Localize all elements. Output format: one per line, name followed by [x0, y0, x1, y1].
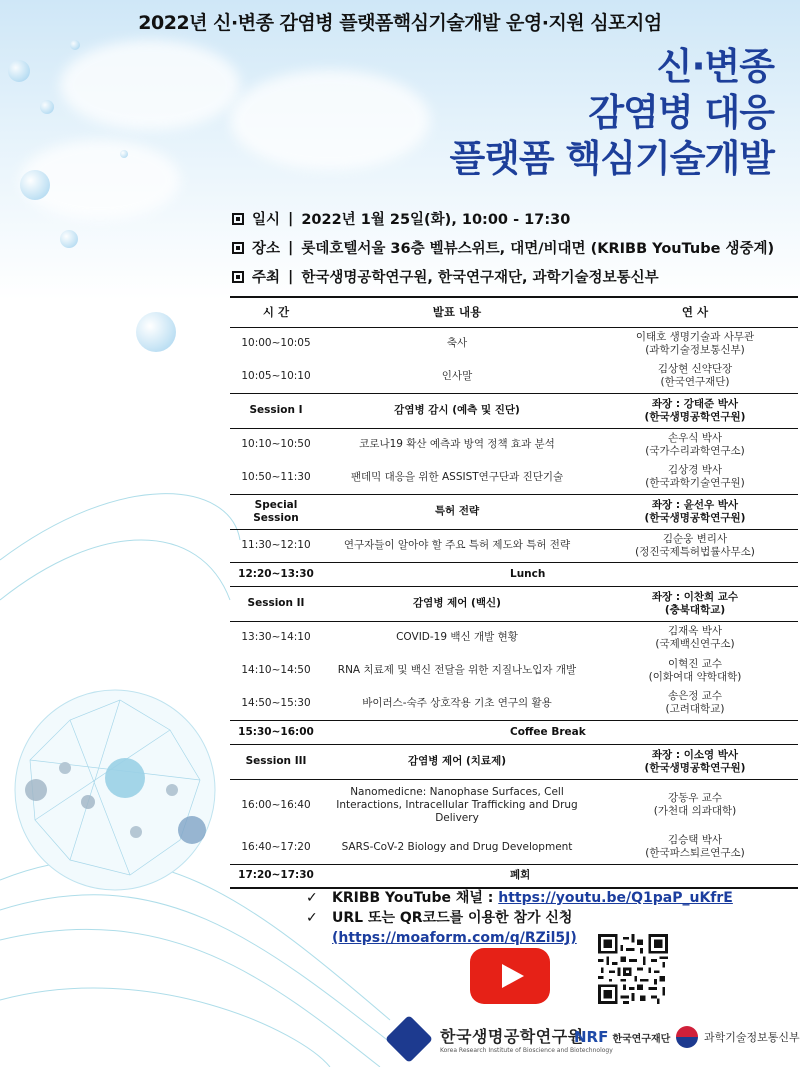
info-separator: |	[288, 268, 294, 285]
table-row	[230, 461, 798, 494]
speaker-affiliation: (한국생명공학연구원)	[644, 511, 746, 524]
speaker-cell	[592, 393, 798, 428]
header-speaker: 연 사	[592, 297, 798, 327]
talk-topic: RNA 치료제 및 백신 전달을 위한 지질나노입자 개발	[337, 664, 577, 676]
table-row	[230, 687, 798, 720]
table-header-row	[230, 297, 798, 327]
square-bullet-icon	[232, 271, 244, 283]
chair-name: 좌장 : 강태준 박사	[651, 397, 739, 410]
speaker-affiliation: (국가수리과학연구소)	[645, 444, 745, 457]
nrf-logo	[574, 1028, 670, 1046]
speaker-cell	[592, 586, 798, 621]
register-link[interactable]: (https://moaform.com/q/RZil5J)	[332, 930, 577, 946]
talk-time: 14:50~15:30	[241, 696, 311, 709]
kribb-name: 한국생명공학연구원	[440, 1027, 584, 1046]
chair-name: 좌장 : 이찬희 교수	[651, 590, 739, 603]
speaker-affiliation: (한국생명공학연구원)	[644, 410, 746, 423]
speaker-cell	[592, 621, 798, 654]
register-label: URL 또는 QR코드를 이용한 참가 신청	[332, 910, 573, 926]
title-line: 플랫폼 핵심기술개발	[449, 137, 774, 180]
square-bullet-icon	[232, 213, 244, 225]
session-name: Session II	[230, 586, 322, 621]
session-row	[230, 393, 798, 428]
info-date	[232, 204, 792, 233]
talk-time: 13:30~14:10	[241, 631, 311, 644]
talk-topic: 코로나19 확산 예측과 방역 정책 효과 분석	[359, 438, 555, 451]
speaker-affiliation: (한국과학기술연구원)	[645, 477, 745, 490]
speaker-affiliation: (한국파스퇴르연구소)	[645, 847, 745, 860]
speaker-affiliation: (과학기술정보통신부)	[645, 343, 745, 356]
talk-topic: 팬데믹 대응을 위한 ASSIST연구단과 진단기술	[350, 470, 564, 483]
title-line: 감염병 대응	[588, 91, 774, 134]
table-row	[230, 831, 798, 864]
kribb-subtitle: Korea Research Institute of Bioscience and Biotechnology	[440, 1047, 613, 1054]
talk-topic: COVID-19 백신 개발 현황	[396, 631, 518, 644]
speaker-cell	[592, 428, 798, 461]
header-time: 시 간	[230, 297, 322, 327]
break-row	[230, 562, 798, 586]
speaker-name: 손우식 박사	[667, 431, 723, 444]
speaker-cell	[592, 529, 798, 562]
table-row	[230, 529, 798, 562]
talk-topic: SARS-CoV-2 Biology and Drug Development	[341, 840, 573, 853]
speaker-affiliation: (정진국제특허법률사무소)	[635, 545, 755, 558]
taegeuk-emblem-icon	[676, 1026, 698, 1048]
qr-code-icon[interactable]	[598, 934, 668, 1004]
speaker-cell	[592, 779, 798, 831]
msit-name: 과학기술정보통신부	[704, 1031, 800, 1044]
speaker-name: 김승택 박사	[667, 834, 723, 847]
speaker-affiliation: (고려대학교)	[665, 703, 725, 716]
talk-time: 10:05~10:10	[241, 369, 311, 382]
speaker-cell	[592, 831, 798, 864]
talk-time: 10:50~11:30	[241, 470, 311, 483]
speaker-affiliation: (가천대 의과대학)	[653, 805, 737, 818]
speaker-cell	[592, 360, 798, 393]
check-icon: ✓	[306, 890, 318, 906]
talk-topic: 연구자들이 알아야 할 주요 특허 제도와 특허 전략	[343, 539, 571, 551]
info-value: 한국생명공학연구원, 한국연구재단, 과학기술정보통신부	[301, 270, 659, 286]
speaker-name: 김상현 신약단장	[657, 363, 733, 376]
schedule-body	[230, 327, 798, 888]
check-icon: ✓	[306, 910, 318, 926]
speaker-affiliation: (이화여대 약학대학)	[648, 670, 742, 683]
info-host	[232, 262, 792, 291]
table-row	[230, 360, 798, 393]
speaker-name: 이태호 생명기술과 사무관	[635, 330, 755, 343]
info-value: 2022년 1월 25일(화), 10:00 - 17:30	[301, 212, 571, 228]
talk-topic: 축사	[446, 337, 468, 350]
notes	[306, 888, 786, 948]
info-separator: |	[288, 239, 294, 256]
info-label: 장소	[252, 241, 281, 257]
speaker-name: 강동우 교수	[667, 792, 723, 805]
break-time: 17:20~17:30	[230, 864, 322, 888]
session-name: Special Session	[230, 494, 322, 529]
break-time: 12:20~13:30	[230, 562, 322, 586]
sponsor-logos	[388, 1016, 798, 1062]
msit-logo	[676, 1026, 800, 1048]
break-row	[230, 720, 798, 744]
title-line: 신·변종	[656, 45, 774, 88]
talk-time: 10:10~10:50	[241, 438, 311, 451]
speaker-name: 김순웅 변리사	[662, 532, 728, 545]
kribb-emblem-icon	[385, 1015, 433, 1063]
talk-time: 10:00~10:05	[241, 337, 311, 350]
info-label: 일시	[252, 212, 281, 228]
break-label: Coffee Break	[322, 720, 798, 744]
session-topic: 감염병 감시 (예측 및 진단)	[322, 393, 592, 428]
break-label: Lunch	[322, 562, 798, 586]
speaker-affiliation: (충북대학교)	[664, 603, 726, 616]
talk-topic: 인사말	[441, 369, 473, 382]
chair-name: 좌장 : 윤선우 박사	[651, 498, 739, 511]
talk-time: 16:40~17:20	[241, 840, 311, 853]
speaker-cell	[592, 461, 798, 494]
info-value: 롯데호텔서울 36층 벨뷰스위트, 대면/비대면 (KRIBB YouTube 생중계)	[301, 241, 775, 257]
speaker-cell	[592, 494, 798, 529]
event-info	[232, 204, 792, 291]
talk-topic: 바이러스-숙주 상호작용 기초 연구의 활용	[362, 696, 552, 709]
info-place	[232, 233, 792, 262]
speaker-affiliation: (한국연구재단)	[660, 376, 730, 389]
session-topic: 감염병 제어 (치료제)	[322, 744, 592, 779]
session-name: Session I	[230, 393, 322, 428]
speaker-cell	[592, 327, 798, 360]
schedule-table	[230, 296, 798, 889]
nrf-mark: NRF	[574, 1028, 609, 1046]
table-row	[230, 779, 798, 831]
talk-time: 14:10~14:50	[241, 664, 311, 676]
note-youtube	[306, 888, 786, 908]
speaker-name: 김상경 박사	[667, 464, 723, 477]
session-topic: 감염병 제어 (백신)	[322, 586, 592, 621]
youtube-play-icon[interactable]	[470, 948, 550, 1004]
break-label: 폐회	[322, 864, 798, 888]
speaker-name: 김재옥 박사	[667, 624, 723, 637]
speaker-cell	[592, 687, 798, 720]
talk-time: 16:00~16:40	[241, 798, 311, 811]
info-separator: |	[288, 210, 294, 227]
speaker-affiliation: (국제백신연구소)	[655, 637, 735, 650]
break-time: 15:30~16:00	[230, 720, 322, 744]
session-row	[230, 744, 798, 779]
header-topic: 발표 내용	[322, 297, 592, 327]
talk-time: 11:30~12:10	[241, 539, 311, 551]
speaker-name: 송은정 교수	[667, 690, 723, 703]
page-title	[449, 44, 774, 182]
note-register	[306, 908, 786, 928]
session-row	[230, 586, 798, 621]
session-topic: 특허 전략	[322, 494, 592, 529]
speaker-name: 이혁진 교수	[667, 657, 723, 670]
break-row	[230, 864, 798, 888]
table-row	[230, 327, 798, 360]
speaker-cell	[592, 744, 798, 779]
youtube-link[interactable]: https://youtu.be/Q1paP_uKfrE	[498, 890, 733, 906]
speaker-affiliation: (한국생명공학연구원)	[644, 761, 746, 774]
session-row	[230, 494, 798, 529]
talk-topic: Nanomedicne: Nanophase Surfaces, Cell Interactions, Intracellular Trafficking and Drug Delivery	[336, 785, 578, 824]
chair-name: 좌장 : 이소영 박사	[651, 748, 739, 761]
nrf-name: 한국연구재단	[612, 1033, 671, 1045]
table-row	[230, 654, 798, 687]
event-title: 2022년 신·변종 감염병 플랫폼핵심기술개발 운영·지원 심포지엄	[138, 12, 662, 34]
table-row	[230, 428, 798, 461]
square-bullet-icon	[232, 242, 244, 254]
table-row	[230, 621, 798, 654]
youtube-label: KRIBB YouTube 채널 :	[332, 890, 499, 906]
session-name: Session III	[230, 744, 322, 779]
speaker-cell	[592, 654, 798, 687]
info-label: 주최	[252, 270, 281, 286]
